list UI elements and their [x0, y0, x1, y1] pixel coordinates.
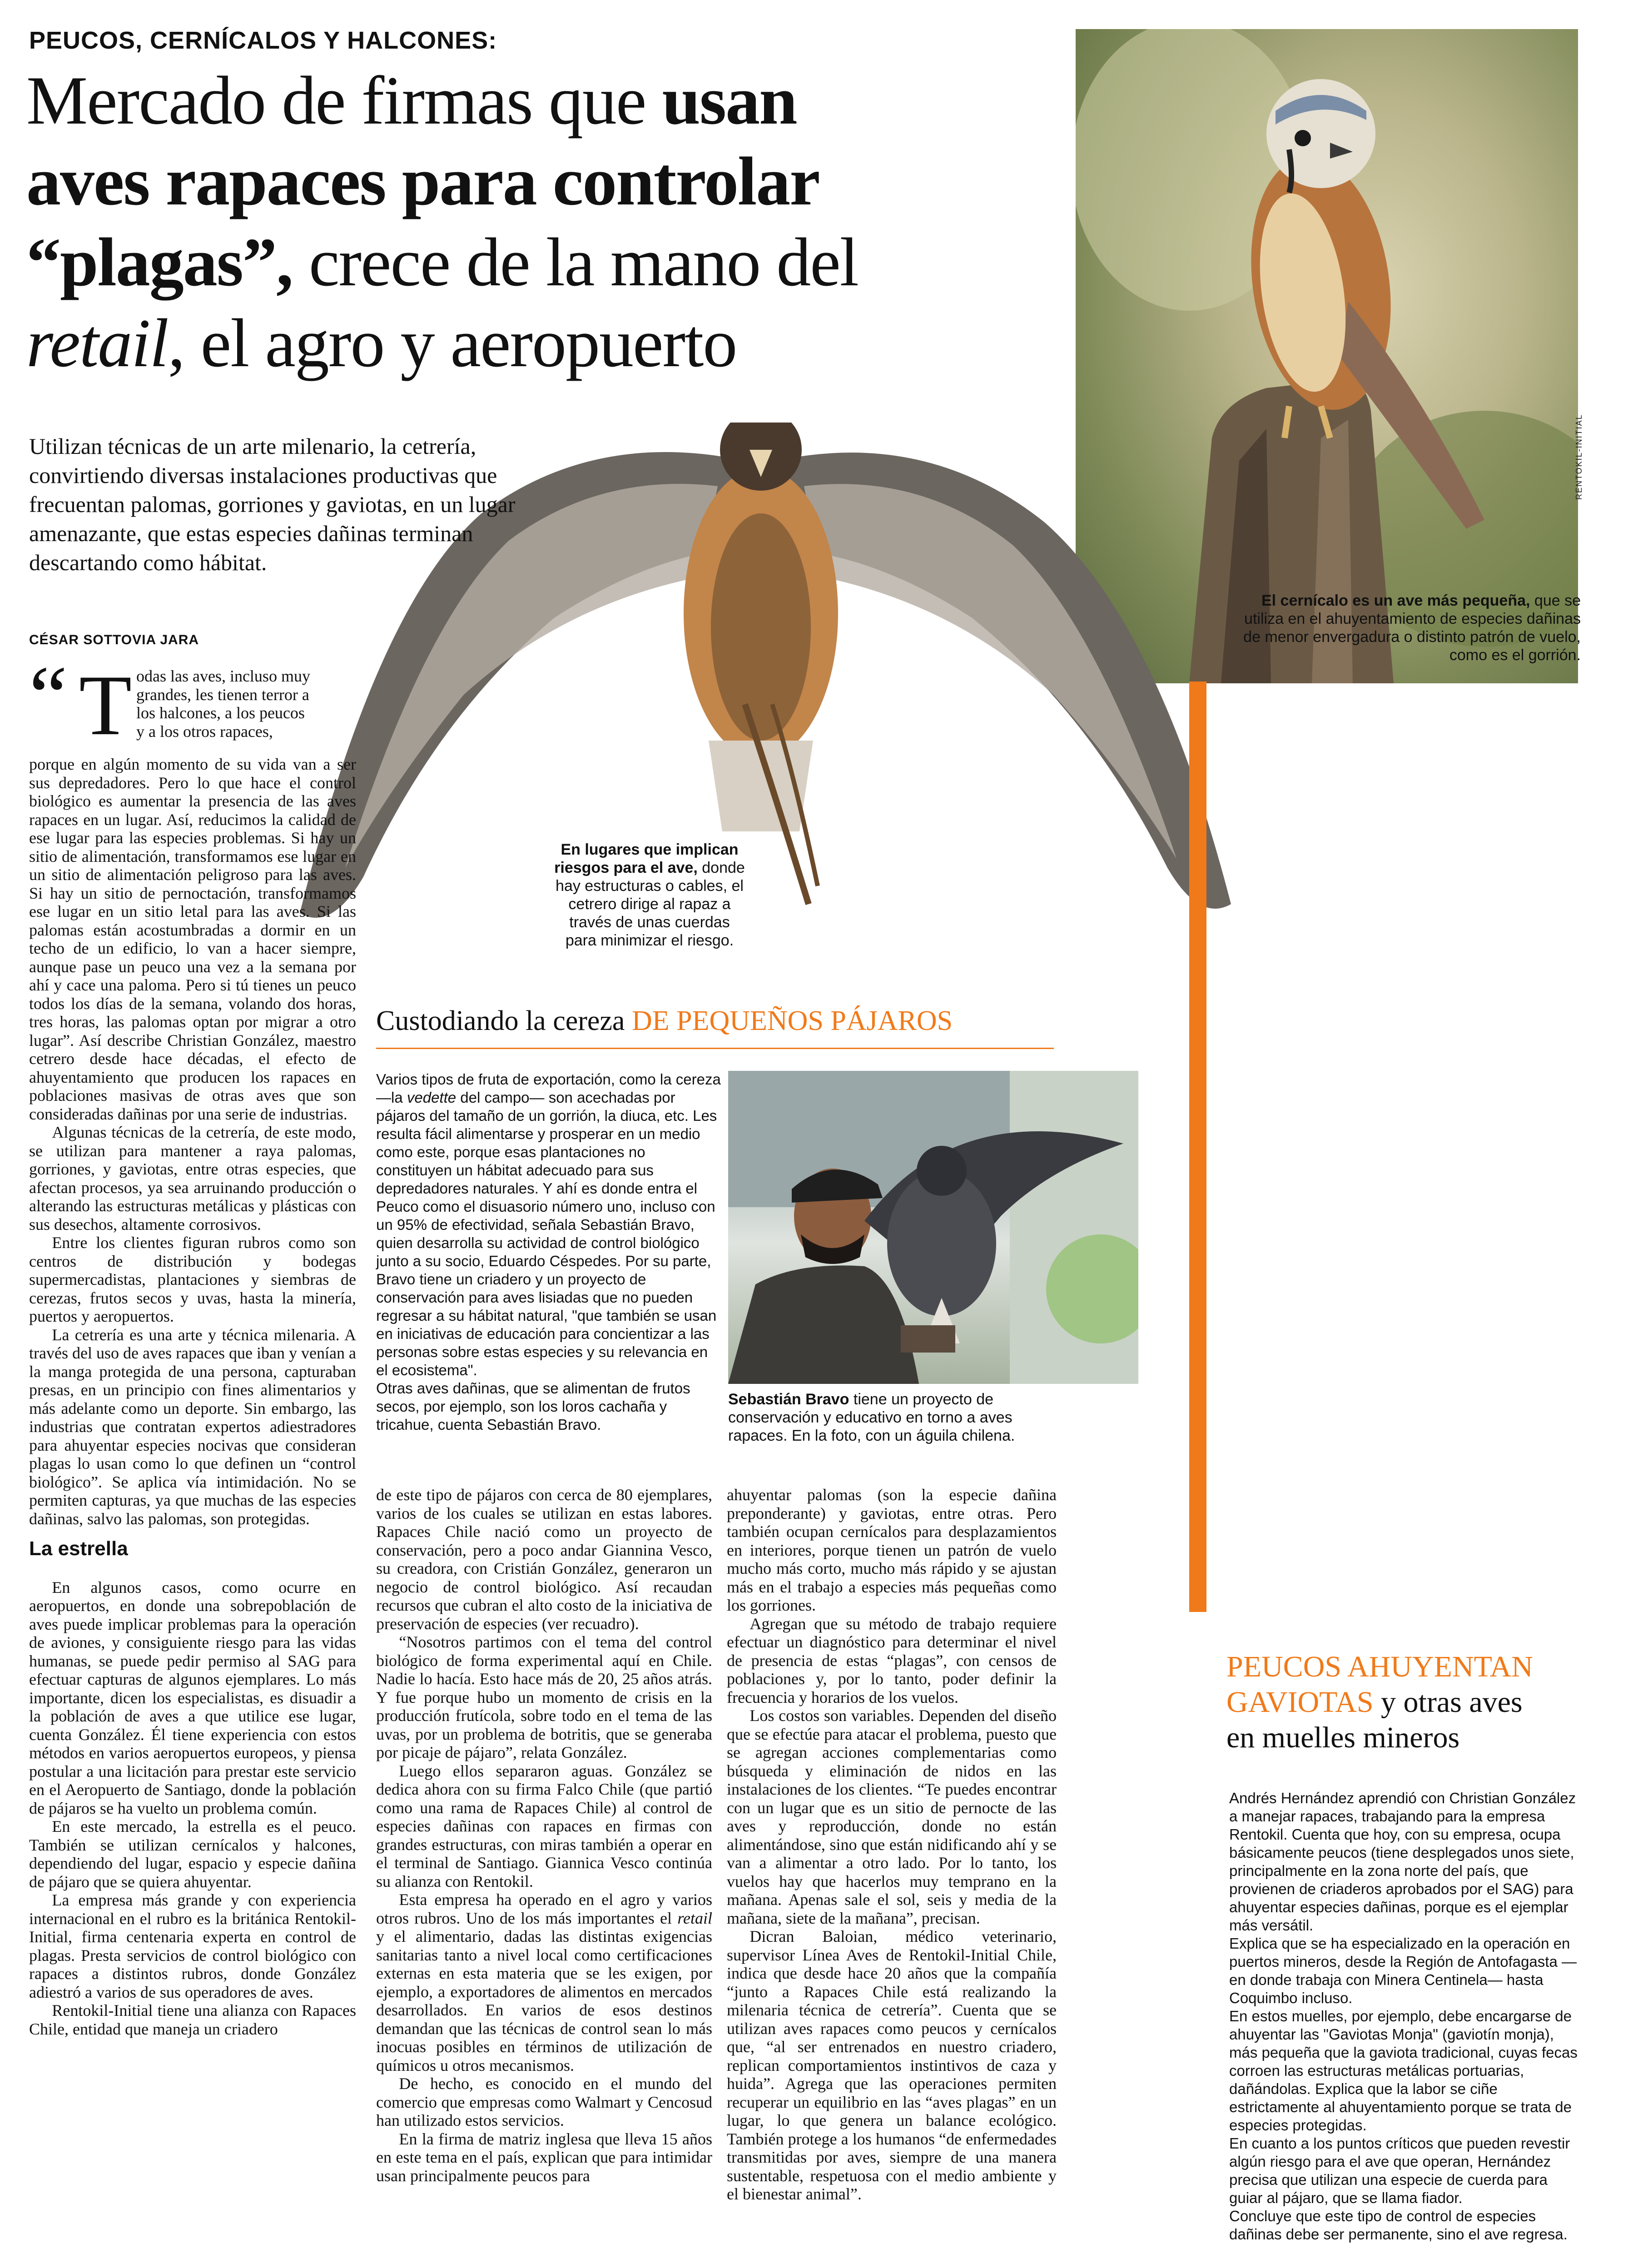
- subhead: La estrella: [29, 1537, 128, 1560]
- cereza-box-title: [376, 1005, 1057, 1037]
- paragraph-part: y el alimentario, dadas las distintas exigencias sanitarias tanto a nivel local como certificaciones externas en esta materia que se les exigen, por ejemplo, a exportadores de alimentos en mercados desarrollados. En varios de esos destinos demandan que las técnicas de control sean lo más inocuas posibles en términos de utilización de químicos u otros mecanismos.: [376, 1927, 712, 2074]
- opening-quote: “: [29, 649, 68, 744]
- falconer-photo: [728, 1071, 1138, 1384]
- paragraph: “Nosotros partimos con el tema del control biológico de forma experimental aquí en Chile. Nadie lo hacía. Esto hace más de 20, 25 años atrás. Y fue porque hubo un momento de crisis en la producción frutícola, sobre todo en el tema de las uvas, por un problema de botritis, que se generaba por picaje de pájaro”, relata González.: [376, 1633, 712, 1761]
- paragraph-part: Esta empresa ha operado en el agro y varios otros rubros. Uno de los más importantes el: [376, 1890, 712, 1927]
- box-title-orange: PEUCOS AHUYENTAN: [1226, 1650, 1533, 1683]
- cereza-text: [376, 1070, 721, 1434]
- byline: CÉSAR SOTTOVIA JARA: [29, 632, 199, 647]
- box-paragraph: En estos muelles, por ejemplo, debe encargarse de ahuyentar las "Gaviotas Monja" (gaviotín monja), más pequeña que la gaviota tradicional, cuyas fecas corroen las estructuras metálicas portuarias, dañándolas. Explica que la labor se ciñe estrictamente al ahuyentamiento porque se trata de especies protegidas.: [1229, 2008, 1578, 2134]
- paragraph: En este mercado, la estrella es el peuco. También se utilizan cernícalos y halcones, dependiendo del lugar, espacio y especie dañina de pájaro que se quiera ahuyentar.: [29, 1817, 356, 1891]
- box-title-black: Custodiando la cereza: [376, 1005, 632, 1036]
- dropcap-block: [29, 649, 356, 755]
- box-title-black: en muelles mineros: [1226, 1721, 1460, 1754]
- column-1: [29, 649, 356, 2038]
- box-title-orange: DE PEQUEÑOS PÁJAROS: [631, 1005, 953, 1036]
- box-accent-bar: [1189, 681, 1206, 1612]
- paragraph: De hecho, es conocido en el mundo del comercio que empresas como Walmart y Cencosud han utilizado estos servicios.: [376, 2074, 712, 2129]
- mining-box-text: [1229, 1789, 1582, 2243]
- dropcap: T: [79, 658, 132, 753]
- mining-box-title: [1226, 1649, 1590, 1756]
- paragraph: En la firma de matriz inglesa que lleva 15 años en este tema en el país, explican que para intimidar usan principalmente peucos para: [376, 2129, 712, 2185]
- falconer-illustration: [728, 1071, 1138, 1384]
- box-paragraph: Concluye que este tipo de control de especies dañinas debe ser permanente, sino el ave regresa.: [1229, 2208, 1568, 2243]
- headline-bold: “plagas”,: [26, 224, 293, 300]
- paragraph: Rentokil-Initial tiene una alianza con Rapaces Chile, entidad que maneja un criadero: [29, 2001, 356, 2038]
- headline-part: crece de la mano del: [292, 224, 858, 300]
- paragraph: de este tipo de pájaros con cerca de 80 ejemplares, varios de los cuales se utilizan en estas labores. Rapaces Chile nació como un proyecto de conservación, pero a poco andar Giannina Vesco, su creadora, con Cristián González, generaron un negocio de control biológico. Así recaudan recursos que cubran el alto costo de la iniciativa de preservación de especies (ver recuadro).: [376, 1486, 712, 1633]
- paragraph: En algunos casos, como ocurre en aeropuertos, en donde una sobrepoblación de aves puede implicar problemas para la operación de aviones, y consiguiente riesgo para las vidas humanas, se puede pedir permiso al SAG para efectuar capturas de algunos ejemplares. Lo más importante, dicen los especialistas, es disuadir a la población de aves a que utilice ese lugar, cuenta González. Él tiene experiencia con estos métodos en varios aeropuertos europeos, y piensa postular a una licitación para prestar este servicio en el Aeropuerto de Santiago, donde la población de pájaros se ha vuelto un problema común.: [29, 1578, 356, 1817]
- paragraph: ahuyentar palomas (son la especie dañina preponderante) y gaviotas, entre otras. Pero también ocupan cernícalos para desplazamientos en interiores, porque tienen un patrón de vuelo mucho más corto, mucho más rápido y se ajustan más en el trabajo a especies más pequeñas como los gorriones.: [727, 1486, 1057, 1614]
- hawk-caption: [554, 841, 745, 950]
- caption-bold: El cernícalo es un ave más pequeña,: [1261, 592, 1530, 609]
- headline-bold: usan: [662, 62, 797, 139]
- headline: [26, 60, 1071, 383]
- dropcap-lines: [136, 667, 356, 741]
- column-2: [376, 1486, 712, 2185]
- caption-text: que se utiliza en el ahuyentamiento de especies dañinas de menor envergadura o distinto patrón de vuelo, como es el gorrión.: [1243, 592, 1581, 664]
- cereza-text-part: Varios tipos de fruta de exportación, como la cereza —la: [376, 1071, 721, 1106]
- cereza-text-part: del campo— son acechadas por pájaros del tamaño de un gorrión, la diuca, etc. Les resulta fácil alimentarse y prosperar en un medio como este, porque esas plantaciones no constituyen un hábitat adecuado para sus depredadores naturales. Y ahí es donde entra el Peuco como el disuasorio número uno, incluso con un 95% de efectividad, señala Sebastián Bravo, quien desarrolla su actividad de control biológico junto a su socio, Eduardo Céspedes. Por su parte, Bravo tiene un criadero y un proyecto de conservación para aves lisiadas que no pueden regresar a su hábitat natural, "que también se usan en iniciativas de educación para concientizar a las personas sobre estas especies y su relevancia en el ecosistema".: [376, 1089, 717, 1378]
- kestrel-caption: [1226, 592, 1581, 664]
- kicker: PEUCOS, CERNÍCALOS Y HALCONES:: [29, 27, 497, 54]
- box-paragraph: En cuanto a los puntos críticos que pueden revestir algún riesgo para el ave que operan, Hernández precisa que utilizan una especie de cuerda para guiar al pájaro, que se llama fiador.: [1229, 2135, 1570, 2206]
- cereza-paragraph: Otras aves dañinas, que se alimentan de frutos secos, por ejemplo, son los loros cachaña y tricahue, cuenta Sebastián Bravo.: [376, 1380, 690, 1433]
- caption-text: tiene un proyecto de conservación y educativo en torno a aves rapaces. En la foto, con un águila chilena.: [728, 1391, 1015, 1444]
- intro-line: odas las aves, incluso muy: [136, 667, 310, 685]
- paragraph: Los costos son variables. Dependen del diseño que se efectúe para atacar el problema, puesto que se agregan acciones complementarias como búsqueda y eliminación de nidos en las instalaciones de los clientes. “Te puedes encontrar con un lugar que es un sitio de pernocte de las aves y reproducción, donde no están alimentándose, sino que están nidificando ahí y se van a alimentar a otro lado. Por lo tanto, los vuelos hay que hacerlos muy temprano en la mañana. Apenas sale el sol, seis y media de la mañana, siete de la mañana”, precisan.: [727, 1706, 1057, 1927]
- cereza-paragraph: [376, 1070, 721, 1379]
- headline-part: , el agro y aeropuerto: [168, 305, 737, 381]
- cereza-title-rule: [376, 1048, 1054, 1049]
- cereza-text-italic: vedette: [407, 1089, 457, 1106]
- column-3: [727, 1486, 1057, 2203]
- intro-line: y a los otros rapaces,: [136, 722, 273, 741]
- intro-line: los halcones, a los peucos: [136, 704, 305, 722]
- caption-bold: Sebastián Bravo: [728, 1391, 849, 1408]
- paragraph: Dicran Baloian, médico veterinario, supervisor Línea Aves de Rentokil-Initial Chile, indica que desde hace 20 años que la compañía “junto a Rapaces Chile está realizando la milenaria técnica de cetrería”. Cuenta que se utilizan aves rapaces como peucos y cernícalos que, “al ser entrenados en nuestro criadero, replican comportamientos instintivos de caza y huida”. Agrega que las operaciones permiten recuperar un equilibrio en las “aves plagas” en un lugar, lo que genera un balance ecológico. También protege a los humanos “de enfermedades transmitidas por aves, siempre de una manera sustentable, respetuosa con el medio ambiente y el bienestar animal”.: [727, 1927, 1057, 2203]
- headline-part: Mercado de firmas que: [26, 62, 662, 139]
- caption-text: donde hay estructuras o cables, el cetrero dirige al rapaz a través de unas cuerdas para minimizar el riesgo.: [556, 859, 745, 949]
- box-paragraph: Explica que se ha especializado en la operación en puertos mineros, desde la Región de Antofagasta —en donde trabaja con Minera Centinela— hasta Coquimbo incluso.: [1229, 1935, 1577, 2006]
- paragraph: porque en algún momento de su vida van a ser sus depredadores. Pero lo que hace el control biológico es aumentar la presencia de las aves rapaces en un lugar. Así, reducimos la calidad de ese lugar para las especies problemas. Si hay un sitio de alimentación, transformamos ese lugar en un sitio de alimentación peligroso para las aves. Si hay un sitio de pernoctación, transformamos ese lugar en un sitio letal para las aves. Si las palomas están acostumbradas a dormir en un techo de un edificio, lo van a hacer siempre, aunque pase un peuco una vez a la semana por ahí y cace una paloma. Pero si tú tienes un peuco todos los días de la semana, volando dos horas, tres horas, las palomas optan por migrar a otro lugar”. Así describe Christian González, maestro cetrero desde hace décadas, el efecto de ahuyentamiento que producen los rapaces en poblaciones masivas de otras aves que son consideradas dañinas por una serie de industrias.: [29, 755, 356, 1123]
- paragraph: Luego ellos separaron aguas. González se dedica ahora con su firma Falco Chile (que partió como una rama de Rapaces Chile) al control de especies dañinas con rapaces en firmas con grandes estructuras, con miras también a operar en el terminal de Santiago. Giannica Vesco continúa su alianza con Rentokil.: [376, 1761, 712, 1890]
- headline-bold: aves rapaces para controlar: [26, 143, 819, 219]
- lead-paragraph: Utilizan técnicas de un arte milenario, la cetrería, convirtiendo diversas instalaciones productivas que frecuentan palomas, gorriones y gaviotas, en un lugar amenazante, que estas especies dañinas terminan descartando como hábitat.: [29, 433, 516, 575]
- paragraph: [376, 1890, 712, 2074]
- box-title-black: y otras aves: [1373, 1686, 1523, 1719]
- paragraph: Algunas técnicas de la cetrería, de este modo, se utilizan para mantener a raya palomas, gorriones, y gaviotas, entre otras especies, que afectan procesos, ya sea arruinando producción o alterando las estructuras metálicas y plásticas con sus desechos, altamente corrosivos.: [29, 1123, 356, 1233]
- paragraph-italic: retail: [677, 1909, 712, 1927]
- headline-italic: retail: [26, 305, 168, 381]
- box-paragraph: Andrés Hernández aprendió con Christian González a manejar rapaces, trabajando para la empresa Rentokil. Cuenta que hoy, con su empresa, ocupa básicamente peucos (tiene desplegados unos siete, principalmente en la zona norte del país, que provienen de criaderos aprobados por el SAG) para ahuyentar especies dañinas, porque es el ejemplar más versátil.: [1229, 1790, 1576, 1934]
- intro-line: grandes, les tienen terror a: [136, 685, 309, 704]
- paragraph: La cetrería es una arte y técnica milenaria. A través del uso de aves rapaces que iban y venían a la manga protegida de una persona, capturaban presas, en un principio con fines alimentarios y más adelante como un deporte. Sin embargo, las industrias que contratan expertos adiestradores para ahuyentar especies nocivas que consideran plagas lo usan como lo que definen un “control biológico”. Se aplica vía intimidación. No se permiten capturas, ya que muchas de las especies dañinas, salvo las palomas, son protegidas.: [29, 1325, 356, 1528]
- box-title-orange: GAVIOTAS: [1226, 1686, 1374, 1719]
- falconer-caption: [728, 1390, 1055, 1445]
- paragraph: La empresa más grande y con experiencia internacional en el rubro es la británica Rentokil-Initial, firma centenaria experta en control de plagas. Presta servicios de control biológico con rapaces a distintos rubros, donde González adiestró a varios de sus operadores de aves.: [29, 1891, 356, 2001]
- paragraph: Entre los clientes figuran rubros como son centros de distribución y bodegas supermercadistas, plantaciones y siembras de cerezas, frutos secos y uvas, hasta la minería, puertos y aeropuertos.: [29, 1233, 356, 1325]
- caption-bold: En lugares que implican riesgos para el ave,: [554, 841, 739, 876]
- photo-credit: RENTOKIL-INITIAL: [1574, 414, 1583, 500]
- paragraph: Agregan que su método de trabajo requiere efectuar un diagnóstico para determinar el nivel de presencia de estas “plagas”, con censos de poblaciones y, por lo tanto, poder definir la frecuencia y horarios de los vuelos.: [727, 1614, 1057, 1706]
